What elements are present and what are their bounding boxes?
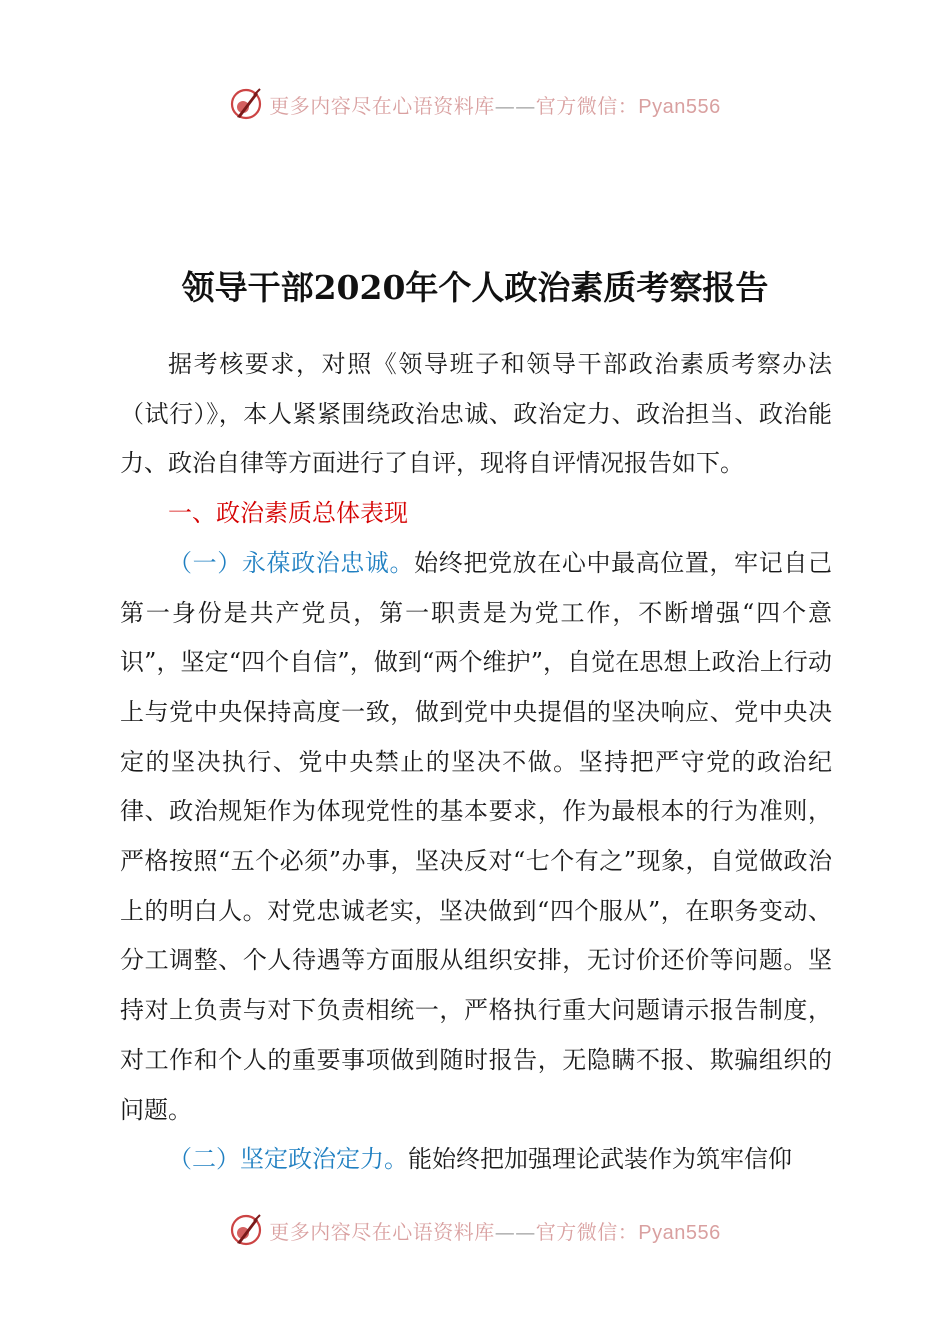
watermark-text (269, 1216, 720, 1245)
subsection-lead: （二）坚定政治定力。 (168, 1145, 408, 1174)
watermark-separator: —— (494, 1219, 536, 1244)
watermark-wechat: 官方微信：Pyan556 (535, 95, 721, 118)
watermark-text (269, 90, 720, 119)
watermark-main: 更多内容尽在心语资料库 (269, 1219, 495, 1244)
subsection-text: 能始终把加强理论武装作为筑牢信仰 (408, 1145, 792, 1174)
section-heading: 一、政治素质总体表现 (168, 499, 408, 528)
watermark-main: 更多内容尽在心语资料库 (269, 93, 495, 118)
subsection-lead: （一）永葆政治忠诚。 (168, 548, 415, 577)
subsection-text: 始终把党放在心中最高位置，牢记自己第一身份是共产党员，第一职责是为党工作，不断增强“四个意识”，坚定“四个自信”，做到“两个维护”，自觉在思想上政治上行动上与党中央保持高度一致，做到党中央提倡的坚决响应、党中央决定的坚决执行、党中央禁止的坚决不做。坚持把严守党的政治纪律、政治规矩作为体现党性的基本要求，作为最根本的行为准则，严格按照“五个必须”办事，坚决反对“七个有之”现象，自觉做政治上的明白人。对党忠诚老实，坚决做到“四个服从”，在职务变动、分工调整、个人待遇等方面服从组织安排，无讨价还价等问题。坚持对上负责与对下负责相统一，严格执行重大问题请示报告制度，对工作和个人的重要事项做到随时报告，无隐瞒不报、欺骗组织的问题。 (120, 548, 833, 1124)
watermark-separator: —— (494, 93, 536, 118)
quill-logo-icon (229, 87, 263, 121)
watermark-banner-bottom (0, 1210, 950, 1250)
subsection-paragraph (120, 539, 832, 1135)
quill-logo-icon (229, 1213, 263, 1247)
intro-paragraph: 据考核要求，对照《领导班子和领导干部政治素质考察办法（试行）》，本人紧紧围绕政治忠诚、政治定力、政治担当、政治能力、政治自律等方面进行了自评，现将自评情况报告如下。 (120, 350, 832, 478)
subsection-paragraph (120, 1135, 832, 1185)
watermark-banner-top (0, 84, 950, 124)
watermark-wechat: 官方微信：Pyan556 (535, 1221, 721, 1244)
document-body (120, 340, 832, 1185)
document-title: 领导干部2020年个人政治素质考察报告 (181, 268, 769, 307)
